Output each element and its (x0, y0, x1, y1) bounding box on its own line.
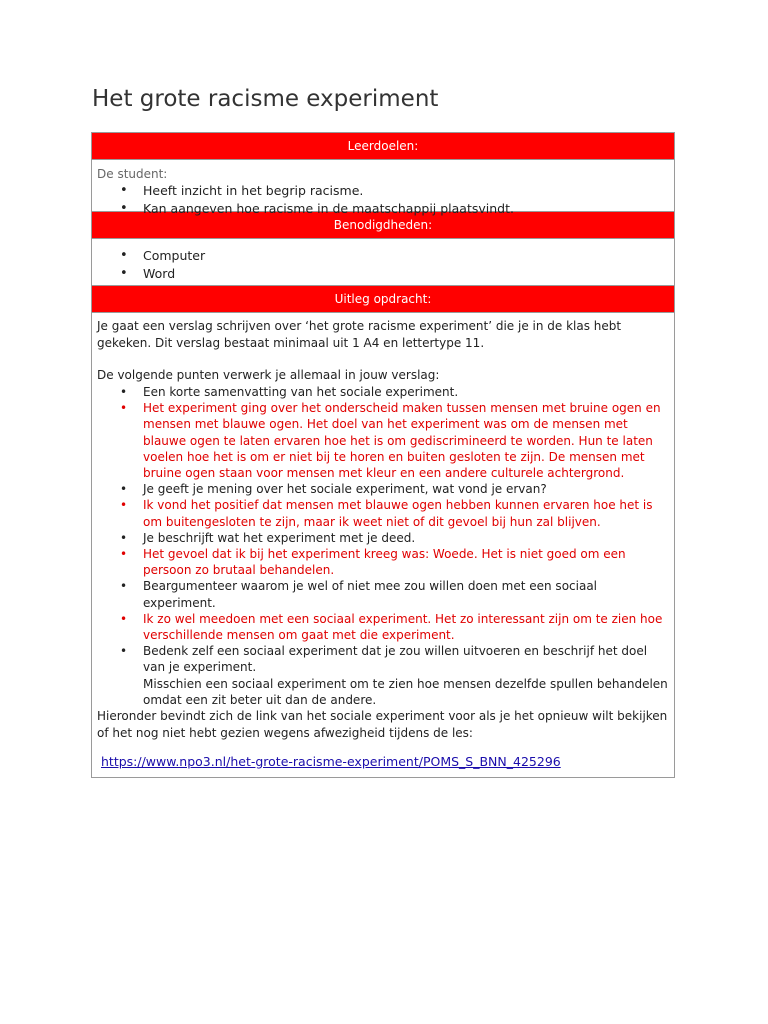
answer-item: • Ik zo wel meedoen met een sociaal experiment. Het zo interessant zijn om te zien hoe verschillende mensen om gaat met die experiment. (97, 611, 668, 643)
task-item: • Een korte samenvatting van het sociale experiment. (97, 384, 668, 400)
task-list (97, 384, 668, 708)
task-item (97, 643, 668, 708)
leerdoelen-header: Leerdoelen: (92, 133, 674, 160)
leerdoelen-intro: De student: (97, 167, 168, 181)
list-item: • Computer (97, 247, 668, 265)
answer-text: Misschien een sociaal experiment om te zien hoe mensen dezelfde spullen behandelen omdat een zit beter uit dan de andere. (143, 676, 668, 707)
benodigdheden-header: Benodigdheden: (92, 212, 674, 239)
task-item: • Je geeft je mening over het sociale experiment, wat vond je ervan? (97, 481, 668, 497)
list-item: • Kan aangeven hoe racisme in de maatschappij plaatsvindt. (97, 200, 668, 218)
task-item: • Je beschrijft wat het experiment met je deed. (97, 530, 668, 546)
benodigdheden-section (92, 239, 674, 286)
task-text: Bedenk zelf een sociaal experiment dat je zou willen uitvoeren en beschrijf het doel van je experiment. (143, 644, 648, 675)
leerdoelen-list (97, 182, 668, 218)
uitleg-paragraph: Hieronder bevindt zich de link van het sociale experiment voor als je het opnieuw wilt bekijken of het nog niet hebt gezien wegens afwezigheid tijdens de les: (97, 709, 668, 741)
benodigdheden-list (97, 247, 668, 283)
answer-item: • Het gevoel dat ik bij het experiment kreeg was: Woede. Het is niet goed om een persoon zo brutaal behandelen. (97, 546, 668, 578)
uitleg-header: Uitleg opdracht: (92, 286, 674, 313)
uitleg-section (92, 313, 674, 777)
list-item: • Heeft inzicht in het begrip racisme. (97, 182, 668, 200)
answer-item: • Het experiment ging over het onderscheid maken tussen mensen met bruine ogen en mensen met blauwe ogen. Het doel van het experiment was om de mensen met blauwe ogen te laten ervaren hoe het is om gediscrimineerd te worden. Hun te laten voelen hoe het is om er niet bij te horen en buiten gesloten te zijn. De mensen met bruine ogen staan voor mensen met kleur en een andere culturele achtergrond. (97, 400, 668, 481)
answer-item: • Ik vond het positief dat mensen met blauwe ogen hebben kunnen ervaren hoe het is om buitengesloten te zijn, maar ik weet niet of dit gevoel bij hun zal blijven. (97, 497, 668, 529)
list-item: • Word (97, 265, 668, 283)
experiment-link[interactable]: https://www.npo3.nl/het-grote-racisme-experiment/POMS_S_BNN_425296 (101, 754, 561, 770)
uitleg-paragraph: De volgende punten verwerk je allemaal in jouw verslag: (97, 368, 440, 382)
uitleg-paragraph: Je gaat een verslag schrijven over ‘het grote racisme experiment’ die je in de klas hebt gekeken. Dit verslag bestaat minimaal uit 1 A4 en lettertype 11. (97, 319, 622, 350)
assignment-table (91, 132, 675, 778)
leerdoelen-section (92, 160, 674, 216)
document-title: Het grote racisme experiment (92, 86, 439, 112)
task-item: • Beargumenteer waarom je wel of niet mee zou willen doen met een sociaal experiment. (97, 578, 668, 610)
